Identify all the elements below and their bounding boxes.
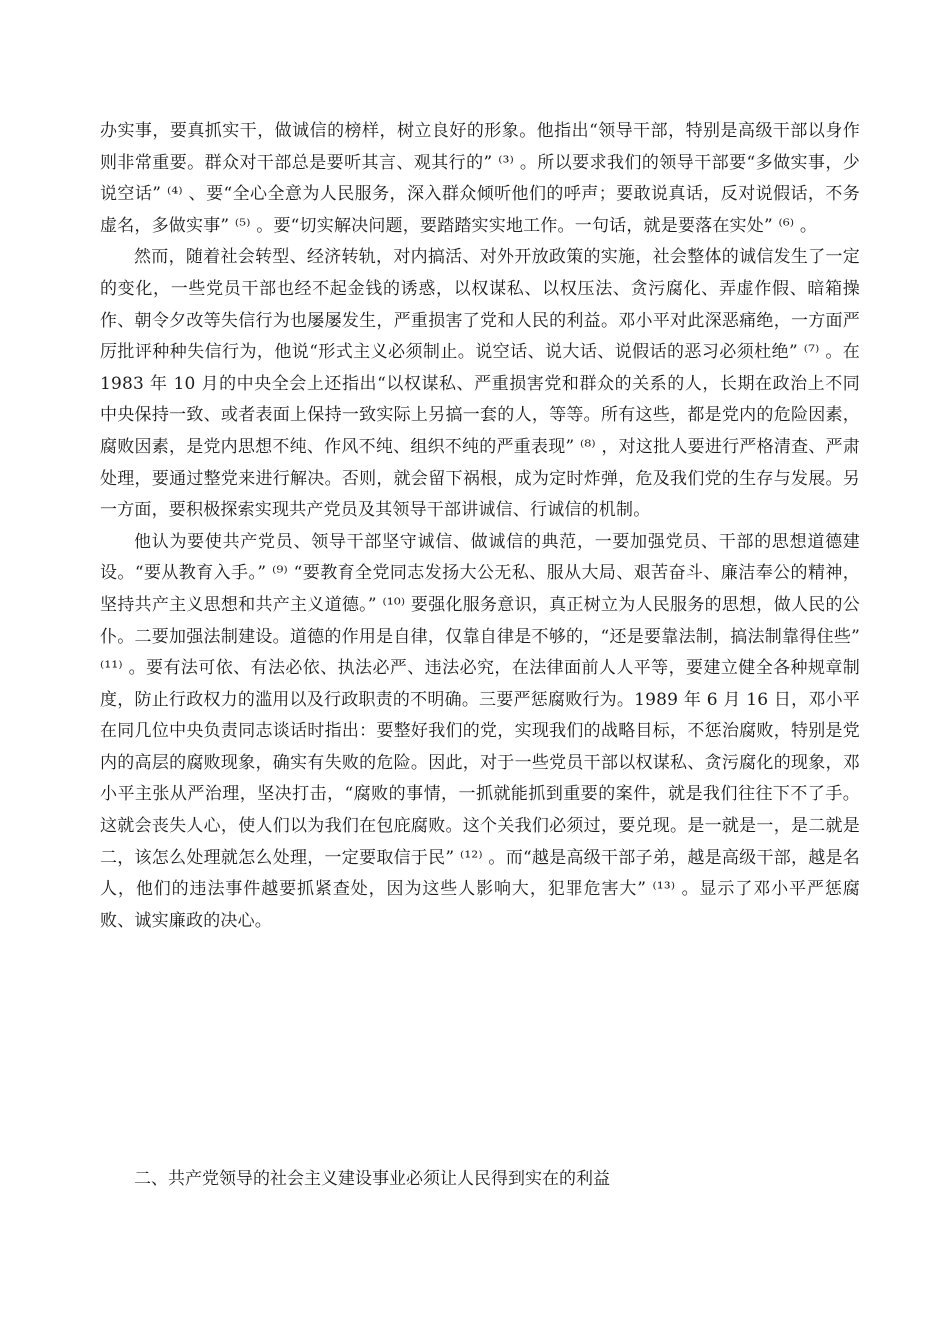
- paragraph-1: 办实事，要真抓实干，做诚信的榜样，树立良好的形象。他指出“领导干部，特别是高级干部以身作则非常重要。群众对干部总是要听其言、观其行的” ⁽³⁾ 。所以要求我们的领导干部要“多做实事，少说空话” ⁽⁴⁾ 、要“全心全意为人民服务，深入群众倾听他们的呼声；要敢说真话，反对说假话，不务虚名，多做实事” ⁽⁵⁾ 。要“切实解决问题，要踏踏实实地工作。一句话，就是要落在实处” ⁽⁶⁾ 。: [100, 121, 860, 236]
- section-heading: 二、共产党领导的社会主义建设事业必须让人民得到实在的利益: [134, 1169, 610, 1189]
- paragraph-3: 他认为要使共产党员、领导干部坚守诚信、做诚信的典范，一要加强党员、干部的思想道德建设。“要从教育入手。” ⁽⁹⁾ “要教育全党同志发扬大公无私、服从大局、艰苦奋斗、廉洁奉公的精神，坚持共产主义思想和共产主义道德。” ⁽¹⁰⁾ 要强化服务意识，真正树立为人民服务的思想，做人民的公仆。二要加强法制建设。道德的作用是自律，仅靠自律是不够的，“还是要靠法制，搞法制靠得住些” ⁽¹¹⁾ 。要有法可依、有法必依、执法必严、违法必究，在法律面前人人平等，要建立健全各种规章制度，防止行政权力的滥用以及行政职责的不明确。三要严惩腐败行为。1989 年 6 月 16 日，邓小平在同几位中央负责同志谈话时指出：要整好我们的党，实现我们的战略目标，不惩治腐败，特别是党内的高层的腐败现象，确实有失败的危险。因此，对于一些党员干部以权谋私、贪污腐化的现象，邓小平主张从严治理，坚决打击，“腐败的事情，一抓就能抓到重要的案件，就是我们往往下不了手。这就会丧失人心，使人们以为我们在包庇腐败。这个关我们必须过，要兑现。是一就是一，是二就是二，该怎么处理就怎么处理，一定要取信于民” ⁽¹²⁾ 。而“越是高级干部子弟，越是高级干部，越是名人，他们的违法事件越要抓紧查处，因为这些人影响大，犯罪危害大” ⁽¹³⁾ 。显示了邓小平严惩腐败、诚实廉政的决心。: [100, 531, 860, 931]
- paragraph-2: 然而，随着社会转型、经济转轨，对内搞活、对外开放政策的实施，社会整体的诚信发生了一定的变化，一些党员干部也经不起金钱的诱惑，以权谋私、以权压法、贪污腐化、弄虚作假、暗箱操作、朝令夕改等失信行为也屡屡发生，严重损害了党和人民的利益。邓小平对此深恶痛绝，一方面严厉批评种种失信行为，他说“形式主义必须制止。说空话、说大话、说假话的恶习必须杜绝” ⁽⁷⁾ 。在 1983 年 10 月的中央全会上还指出“以权谋私、严重损害党和群众的关系的人，长期在政治上不同中央保持一致、或者表面上保持一致实际上另搞一套的人，等等。所有这些，都是党内的危险因素，腐败因素，是党内思想不纯、作风不纯、组织不纯的严重表现” ⁽⁸⁾ ，对这批人要进行严格清查、严肃处理，要通过整党来进行解决。否则，就会留下祸根，成为定时炸弹，危及我们党的生存与发展。另一方面，要积极探索实现共产党员及其领导干部讲诚信、行诚信的机制。: [100, 247, 860, 521]
- body-text: [100, 116, 860, 937]
